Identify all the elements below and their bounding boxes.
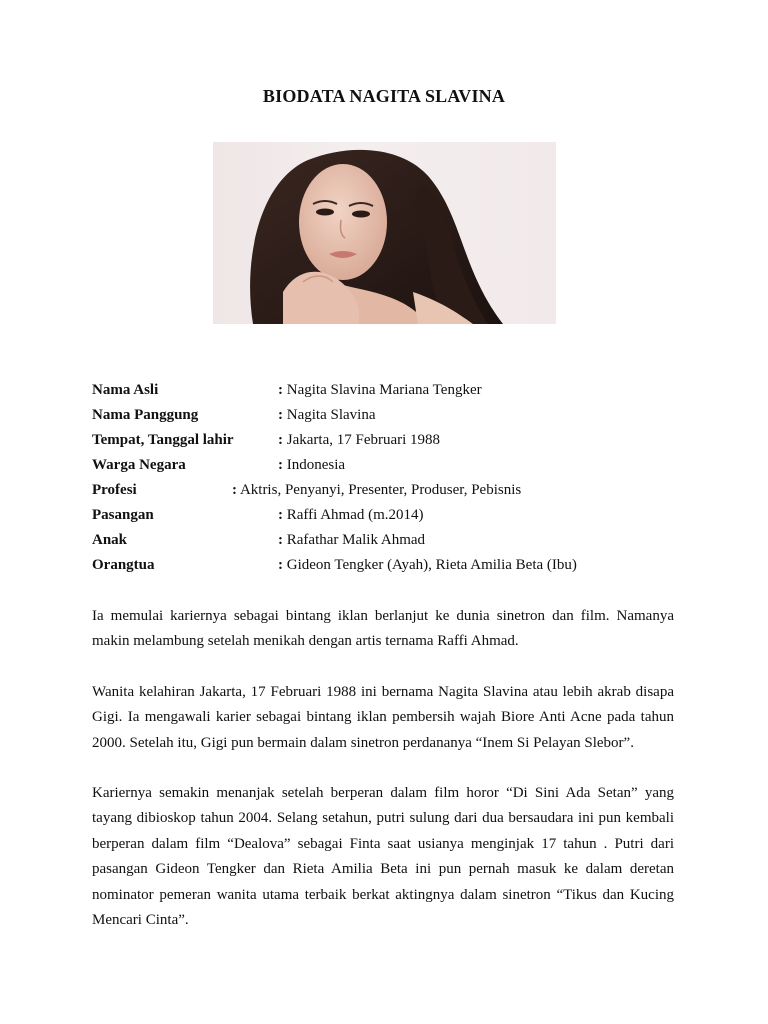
biodata-list <box>92 380 692 580</box>
portrait-photo <box>213 142 556 324</box>
colon: : <box>278 507 283 523</box>
biodata-value <box>278 455 345 475</box>
biodata-value-text: Aktris, Penyanyi, Presenter, Produser, Pebisnis <box>239 482 522 498</box>
colon: : <box>232 482 237 498</box>
biodata-row-nama-panggung <box>92 405 692 430</box>
biodata-row-orangtua <box>92 555 692 580</box>
biodata-value <box>278 530 425 550</box>
biodata-row-warga-negara <box>92 455 692 480</box>
biodata-value-text: Nagita Slavina <box>286 407 376 423</box>
paragraph-intro: Ia memulai kariernya sebagai bintang iklan berlanjut ke dunia sinetron dan film. Namanya makin melambung setelah menikah dengan artis ternama Raffi Ahmad. <box>92 608 674 650</box>
biodata-row-tempat-tanggal-lahir <box>92 430 692 455</box>
biodata-row-pasangan <box>92 505 692 530</box>
colon: : <box>278 457 283 473</box>
biodata-label: Warga Negara <box>92 457 186 473</box>
biodata-label: Anak <box>92 532 128 548</box>
paragraph-early-career: Wanita kelahiran Jakarta, 17 Februari 1988 ini bernama Nagita Slavina atau lebih akrab disapa Gigi. Ia mengawali karier sebagai bintang iklan pembersih wajah Biore Anti Acne pada tahun 2000. Setelah itu, Gigi pun bermain dalam sinetron perdananya “Inem Si Pelayan Slebor”. <box>92 684 674 751</box>
biodata-label: Pasangan <box>92 507 154 523</box>
biodata-value <box>278 380 482 400</box>
biodata-value <box>232 480 521 500</box>
biodata-row-profesi <box>92 480 692 505</box>
biodata-value-text: Gideon Tengker (Ayah), Rieta Amilia Beta (Ibu) <box>286 557 577 573</box>
colon: : <box>278 407 283 423</box>
paragraph-film-career: Kariernya semakin menanjak setelah berperan dalam film horor “Di Sini Ada Setan” yang tayang dibioskop tahun 2004. Selang setahun, putri sulung dari dua bersaudara ini pun kembali berperan dalam film “Dealova” sebagai Finta saat usianya menginjak 17 tahun . Putri dari pasangan Gideon Tengker dan Rieta Amilia Beta ini pun pernah masuk ke dalam deretan nominator pemeran wanita utama terbaik berkat aktingnya dalam sinetron “Tikus dan Kucing Mencari Cinta”. <box>92 785 674 929</box>
biodata-label: Tempat, Tanggal lahir <box>92 432 234 448</box>
colon: : <box>278 432 283 448</box>
colon: : <box>278 532 283 548</box>
biodata-value-text: Indonesia <box>286 457 346 473</box>
biodata-value <box>278 505 424 525</box>
biodata-value-text: Rafathar Malik Ahmad <box>286 532 426 548</box>
biodata-value <box>278 430 440 450</box>
biodata-value-text: Nagita Slavina Mariana Tengker <box>286 382 482 398</box>
document-title: BIODATA NAGITA SLAVINA <box>262 86 506 106</box>
colon: : <box>278 557 283 573</box>
biodata-label: Nama Asli <box>92 382 159 398</box>
biodata-value-text: Jakarta, 17 Februari 1988 <box>286 432 441 448</box>
biodata-value <box>278 405 375 425</box>
colon: : <box>278 382 283 398</box>
biodata-label: Orangtua <box>92 557 155 573</box>
biodata-value-text: Raffi Ahmad (m.2014) <box>286 507 424 523</box>
biodata-label: Nama Panggung <box>92 407 199 423</box>
biodata-label: Profesi <box>92 482 137 498</box>
biodata-row-nama-asli <box>92 380 692 405</box>
biodata-value <box>278 555 577 575</box>
biodata-row-anak <box>92 530 692 555</box>
